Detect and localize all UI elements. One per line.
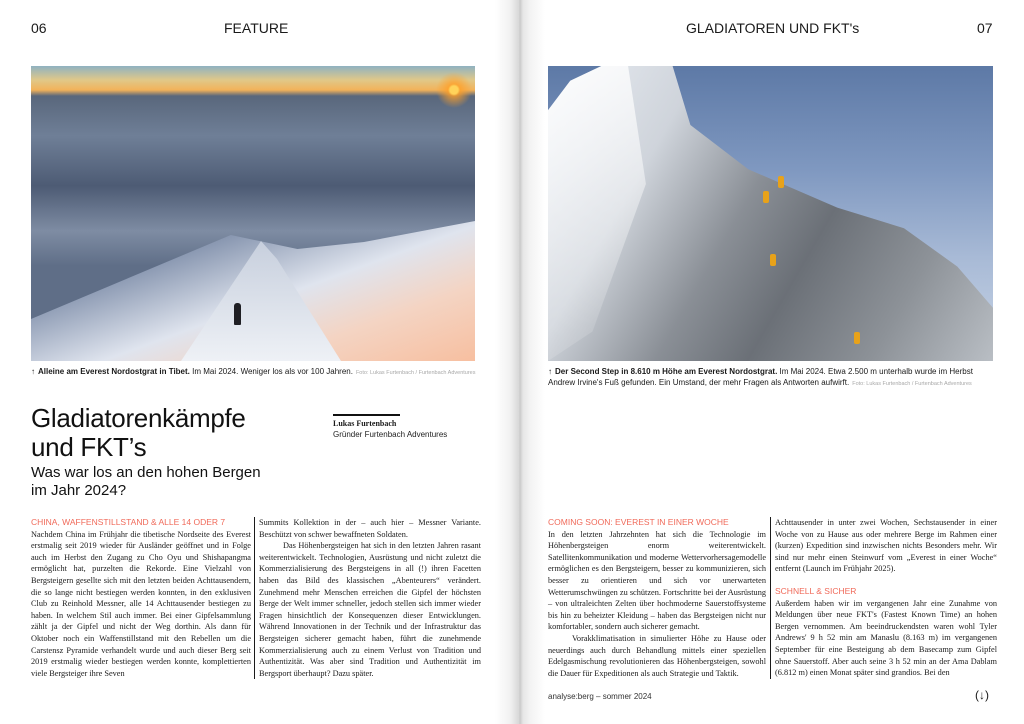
paragraph: Außerdem haben wir im vergangenen Jahr eine Zunahme von Meldungen über neue FKT's (Fastest Known Time) an hohen Bergen vernommen. Am beeindruckendsten waren wohl Tyler Andrews' 9 h 52 min am Manaslu (8.163 m) im vergangenen September für eine Besteigung ab dem Basecamp zum Gipfel ohne Sauerstoff. Aber auch seine 3 h 52 min an der Ama Dablam (6.812 m) einen Monat später sind grandios. Bei den <box>775 598 997 678</box>
caption-main: Der Second Step in 8.610 m Höhe am Everest Nordostgrat. <box>555 367 778 376</box>
photo-caption <box>31 366 481 379</box>
page-number: 06 <box>31 20 47 36</box>
paragraph: Vorakklimatisation in simulierter Höhe zu Hause oder neuerdings auch durch Behandlung mittels einer speziellen Edelgasmischung revolutionieren das Höhenbergsteigen, sowohl die Dauer für Expeditionen als auch Strategie und Taktik. <box>548 633 766 678</box>
section-label: GLADIATOREN UND FKT's <box>686 20 860 36</box>
climber-figure <box>854 332 860 344</box>
author-rule <box>333 414 400 416</box>
feature-photo-second-step <box>548 66 993 361</box>
article-subheadline: Was war los an den hohen Bergen im Jahr 2024? <box>31 464 261 499</box>
text-column-2 <box>254 517 481 679</box>
column-subhead: CHINA, WAFFENSTILLSTAND & ALLE 14 ODER 7 <box>31 517 226 527</box>
arrow-up-icon: ↑ <box>31 367 35 376</box>
paragraph: Summits Kollektion in der – auch hier – Messner Variante. Beschützt von schwer bewaffneten Soldaten. <box>259 518 481 539</box>
caption-rest: Im Mai 2024. Weniger los als vor 100 Jahren. <box>189 367 353 376</box>
climber-figure <box>770 254 776 266</box>
climber-figure <box>778 176 784 188</box>
author-role: Gründer Furtenbach Adventures <box>333 430 448 439</box>
author-name: Lukas Furtenbach <box>333 419 397 428</box>
text-column-3 <box>548 517 766 679</box>
paragraph: Das Höhenbergsteigen hat sich in den letzten Jahren rasant weiterentwickelt. Technologien, Ausrüstung und nicht zuletzt die Kommerzialisierung des Bergsteigens in all (!) ihren Facetten haben das Bild des klassischen „Abenteurers“ verändert. Zunehmend mehr Menschen erreichen die Gipfel der höchsten Berge der Welt immer schneller, jedoch stellen sich immer wieder Fragen hinsichtlich der Konsequenzen dieser Entwicklungen. Während Innovationen in der Technik und der Infrastruktur das Bergsteigen sicherer gemacht haben, führt die zunehmende Kommerzialisierung auch zu einem Verlust von Tradition und Authentizität. Was aber sind Tradition und Authentizität im Bergsport überhaupt? Dazu später. <box>259 541 481 678</box>
photo-credit: Foto: Lukas Furtenbach / Furtenbach Adventures <box>355 370 476 376</box>
photo-credit: Foto: Lukas Furtenbach / Furtenbach Adventures <box>852 381 972 387</box>
column-subhead: COMING SOON: EVEREST IN EINER WOCHE <box>548 517 729 527</box>
feature-photo-sunrise-ridge <box>31 66 475 361</box>
article-headline: Gladiatorenkämpfe und FKT’s <box>31 403 246 462</box>
section-label: FEATURE <box>224 20 289 36</box>
caption-rest: Im Mai 2024. Etwa 2.500 m unterhalb wurde im Herbst Andrew Irvine's Fuß gefunden. Ein Umstand, der mehr Fragen als Antworten aufwirft. <box>548 367 973 387</box>
climber-figure <box>234 303 241 325</box>
arrow-up-icon: ↑ <box>548 367 552 376</box>
column-subhead: SCHNELL & SICHER <box>775 585 857 596</box>
climber-figure <box>763 191 769 203</box>
paragraph: Nachdem China im Frühjahr die tibetische Nordseite des Everest erstmalig seit 2019 wieder für Ausländer geöffnet und in Folge auch im Herbst den Zugang zu Cho Oyu und Shishapangma ermöglicht hat, purzelten die Rekorde. Eine Vielzahl von Bergsteigern gesellte sich mit den letzten beiden Achttausendern, die so lange nicht bestiegen werden konnten, in den exklusiven Club zu Reinhold Messner, alle 14 Achttausender bestiegen zu haben. In welchem Stil auch immer. Bei einer Gipfelsammlung zählt ja der Gipfel und nicht der Weg dorthin. Als dann für Oktober noch ein Waffenstillstand mit den Rebellen um die Carstensz Pyramide verhandelt wurde und auch dieser Berg seit 2019 erstmalig wieder bestiegen werden konnte, komplettierten viele Bergsteiger ihre Seven <box>31 529 251 678</box>
text-column-4 <box>770 517 997 679</box>
caption-main: Alleine am Everest Nordostgrat in Tibet. <box>38 367 190 376</box>
author-byline <box>333 414 493 440</box>
magazine-footer: analyse:berg – sommer 2024 <box>548 692 652 701</box>
text-column-1 <box>31 517 251 679</box>
paragraph: Achttausender in unter zwei Wochen, Sechstausender in einer Woche von zu Hause aus oder mehrere Berge im Rahmen einer (kurzen) Expedition sind inzwischen nichts Besonders mehr. Wir sind nur mehr einen Steinwurf vom „Everest in einer Woche“ entfernt (Launch im Frühjahr 2025). <box>775 518 997 574</box>
continue-arrow-down-icon[interactable]: (↓) <box>975 688 989 702</box>
paragraph: In den letzten Jahrzehnten hat sich die Technologie im Höhenbergsteigen enorm weiterentwickelt. Satellitenkommunikation und moderne Wettervorhersagemodelle ermöglichen es den Bergsteigern, besser zu kommunizieren, sich besser zu orientieren und sich vor unerwarteten Wetterumschwüngen zu schützen. Fortschritte bei der Ausrüstung – von ultraleichten Zelten über hochmoderne Sauerstoffsysteme bis hin zu beheizter Kleidung – haben das Bergsteigen nicht nur komfortabler, sondern auch sicherer gemacht. <box>548 529 766 632</box>
page-number: 07 <box>977 20 993 36</box>
photo-caption <box>548 366 998 390</box>
